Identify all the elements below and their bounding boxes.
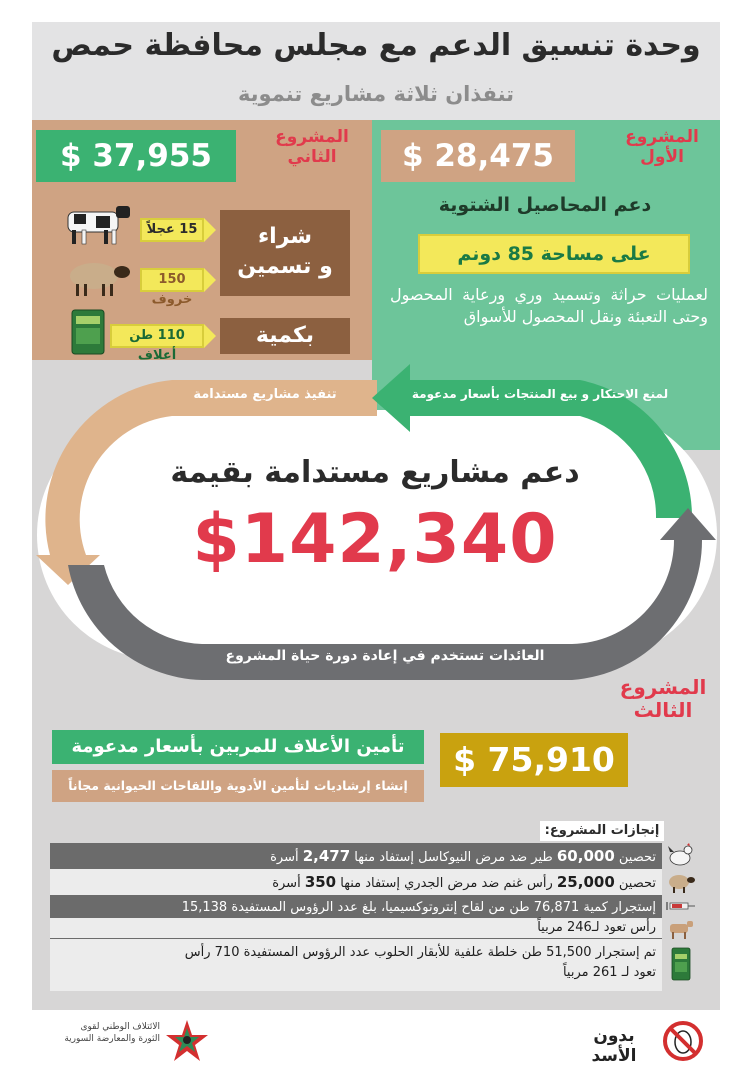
ach3-line2: رأس تعود لـ246 مربياً (50, 918, 662, 938)
project1-label-line2: الأول (640, 146, 684, 167)
calves-tag-arrow (204, 218, 216, 242)
cycle-amount: $142,340 (192, 500, 558, 579)
ach4-line1: تم إستجرار 51,500 طن خلطة علفية للأبقار الحلوب عدد الرؤوس المستفيدة 710 رأس (184, 945, 656, 960)
ach2-post: رأس غنم ضد مرض الجدري إستفاد منها (336, 876, 557, 891)
project3-title: تأمين الأعلاف للمربين بأسعار مدعومة (52, 730, 424, 764)
project1-label (612, 128, 712, 167)
project2-price: $ 37,955 (36, 130, 236, 182)
arrow-sustainable-text: تنفيذ مشاريع مستدامة (193, 387, 337, 402)
feed-tag: 110 طن أعلاف (110, 324, 204, 348)
feed-sack-icon (68, 306, 108, 356)
project1-area: على مساحة 85 دونم (418, 234, 690, 274)
buy-line1: شراء (257, 224, 313, 249)
coalition-star-icon (164, 1018, 210, 1064)
project2-label-line2: الثاني (287, 146, 337, 167)
no-assad-icon (662, 1020, 704, 1062)
ach3-line1: إستجرار كمية 76,871 طن من لقاح إنتروتوكسيميا، بلغ عدد الرؤوس المستفيدة 15,138 (181, 900, 656, 915)
coalition-text (40, 1022, 160, 1045)
cow-small-icon (666, 916, 696, 942)
project3-label-line1: المشروع (619, 675, 707, 699)
returns-text: العائدات تستخدم في إعادة دورة حياة المشروع (225, 648, 545, 664)
quantity-box: بكمية (220, 318, 350, 354)
achievement-row-3 (50, 895, 662, 939)
rooster-icon (666, 842, 696, 868)
arrow-monopoly-text: لمنع الاحتكار و بيع المنتجات بأسعار مدعومة (411, 387, 669, 401)
ach1-post2: أسرة (270, 850, 303, 865)
sheep-tag: 150 خروف (140, 268, 204, 292)
buy-line2: و تسمين (237, 254, 333, 279)
achievement-row-2 (50, 869, 662, 895)
feed-tag-arrow (204, 324, 216, 348)
ach2-post2: أسرة (272, 876, 305, 891)
project1-label-line1: المشروع (625, 127, 699, 147)
ach2-pre: تحصين (614, 876, 656, 891)
project1-price: $ 28,475 (381, 130, 575, 182)
feed-sack-icon (666, 946, 696, 982)
page-title: وحدة تنسيق الدعم مع مجلس محافظة حمص (51, 28, 701, 63)
sheep-icon (666, 869, 696, 895)
project3-subtitle: إنشاء إرشاديات لتأمين الأدوية واللقاحات الحيوانية مجاناً (52, 770, 424, 802)
project2-label-line1: المشروع (275, 127, 349, 147)
project3-label-line2: الثالث (633, 698, 693, 722)
achievements-heading: إنجازات المشروع: (540, 821, 664, 841)
achievement-row-4 (50, 939, 662, 991)
ach2-num: 25,000 (556, 873, 615, 891)
ach1-post: طير ضد مرض النيوكاسل إستفاد منها (350, 850, 557, 865)
project1-title: دعم المحاصيل الشتوية (438, 194, 652, 216)
brand-text: بدون الأسد (591, 1026, 637, 1066)
ach1-num: 60,000 (556, 847, 615, 865)
brand-logo (578, 1018, 718, 1064)
calves-tag: 15 عجلاً (140, 218, 204, 242)
page-subtitle: تنفذان ثلاثة مشاريع تنموية (237, 82, 515, 106)
ach4-line2: تعود لـ 261 مربياً (562, 965, 656, 980)
sheep-icon (60, 258, 136, 298)
achievement-row-1 (50, 843, 662, 869)
coalition-line1: الائتلاف الوطني لقوى (80, 1022, 160, 1032)
project3-label (608, 676, 718, 722)
ach1-num2: 2,477 (302, 847, 351, 865)
header (32, 22, 720, 120)
cow-icon (60, 200, 136, 246)
sheep-tag-arrow (204, 268, 216, 292)
ach1-pre: تحصين (614, 850, 656, 865)
project1-description: لعمليات حراثة وتسميد وري ورعاية المحصول وحتى التعبئة ونقل المحصول للأسواق (390, 285, 708, 327)
coalition-line2: الثورة والمعارضة السورية (64, 1033, 160, 1044)
buy-fatten-box (220, 210, 350, 296)
project2-label (262, 128, 362, 167)
ach2-num2: 350 (304, 873, 337, 891)
cycle-title: دعم مشاريع مستدامة بقيمة (170, 455, 580, 490)
coalition-logo (40, 1018, 220, 1064)
project3-price: $ 75,910 (440, 733, 628, 787)
